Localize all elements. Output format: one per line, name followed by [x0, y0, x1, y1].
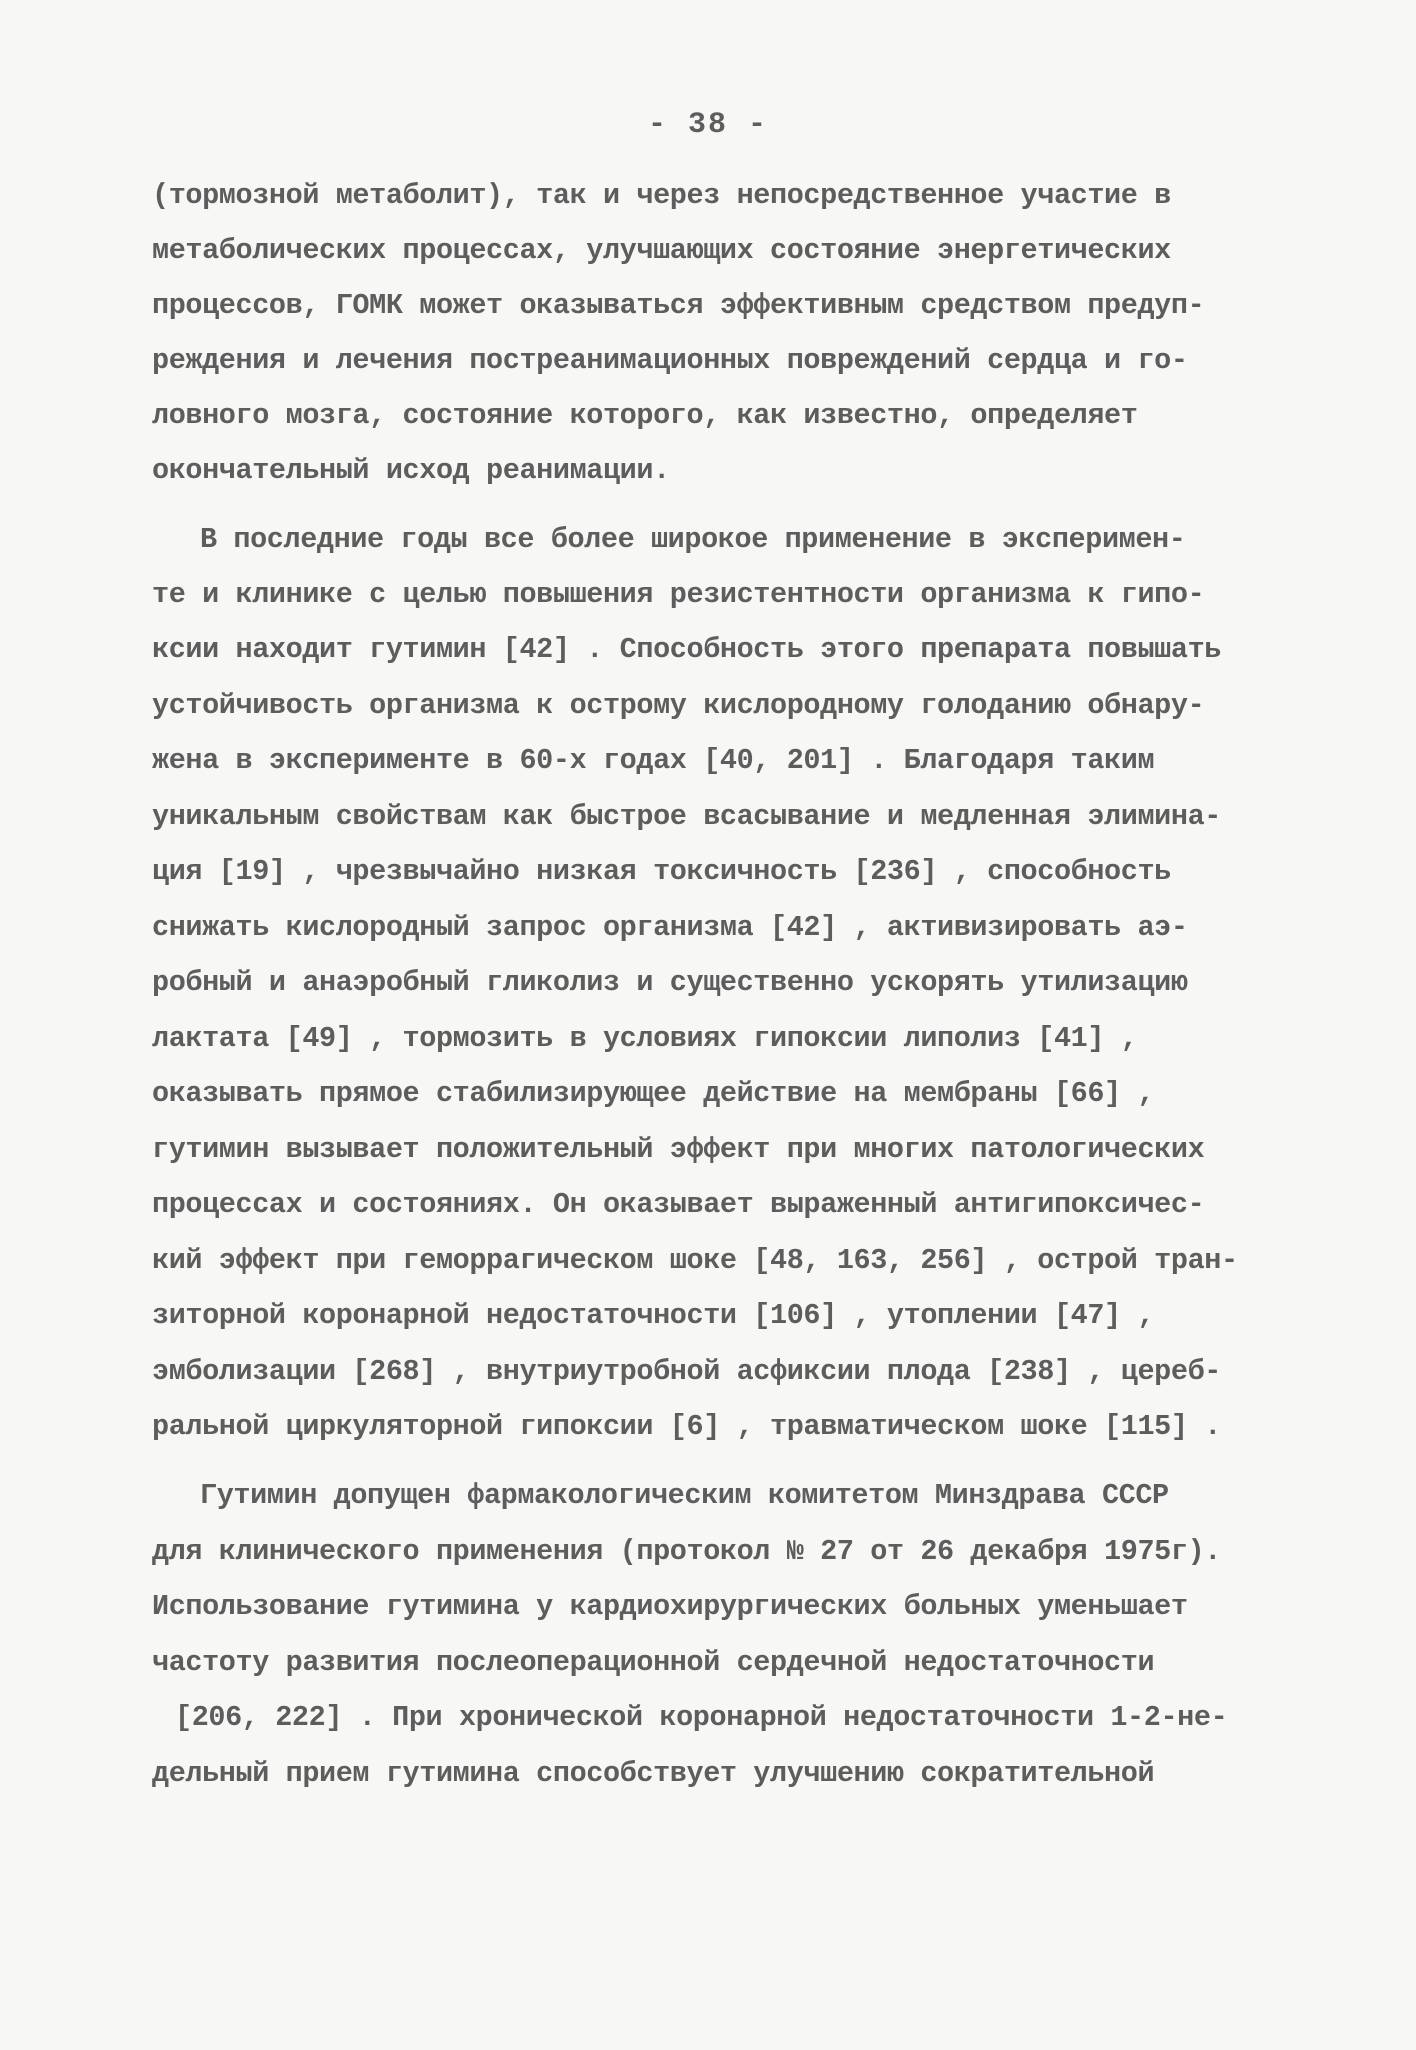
- text-line: жена в эксперименте в 60-х годах [40, 201] . Благодаря таким: [152, 744, 1155, 777]
- text-line: метаболических процессах, улучшающих состояние энергетических: [152, 234, 1171, 267]
- text-line: [206, 222] . При хронической коронарной недостаточности 1-2-не-: [175, 1701, 1228, 1734]
- text-line: робный и анаэробный гликолиз и существенно ускорять утилизацию: [152, 966, 1188, 999]
- page-number: - 38 -: [647, 108, 769, 142]
- text-line: снижать кислородный запрос организма [42] , активизировать аэ-: [152, 911, 1188, 944]
- text-line: (тормозной метаболит), так и через непосредственное участие в: [152, 179, 1171, 212]
- text-line: те и клинике с целью повышения резистентности организма к гипо-: [152, 578, 1205, 611]
- text-line: В последние годы все более широкое применение в эксперимен-: [200, 523, 1186, 556]
- text-line: реждения и лечения постреанимационных повреждений сердца и го-: [152, 344, 1188, 377]
- text-line: ловного мозга, состояние которого, как известно, определяет: [152, 399, 1138, 432]
- text-line: эмболизации [268] , внутриутробной асфиксии плода [238] , цереб-: [152, 1355, 1221, 1388]
- text-line: ксии находит гутимин [42] . Способность этого препарата повышать: [152, 633, 1221, 666]
- text-line: устойчивость организма к острому кислородному голоданию обнару-: [152, 689, 1205, 722]
- text-line: оказывать прямое стабилизирующее действие на мембраны [66] ,: [152, 1077, 1155, 1110]
- text-line: Использование гутимина у кардиохирургических больных уменьшает: [152, 1590, 1188, 1623]
- text-line: дельный прием гутимина способствует улучшению сократительной: [152, 1757, 1155, 1790]
- text-line: окончательный исход реанимации.: [152, 454, 670, 487]
- text-line: процессах и состояниях. Он оказывает выраженный антигипоксичес-: [152, 1188, 1205, 1221]
- text-line: ция [19] , чрезвычайно низкая токсичность [236] , способность: [152, 855, 1171, 888]
- text-line: Гутимин допущен фармакологическим комитетом Минздрава СССР: [200, 1479, 1169, 1512]
- text-line: процессов, ГОМК может оказываться эффективным средством предуп-: [152, 289, 1205, 322]
- text-line: кий эффект при геморрагическом шоке [48, 163, 256] , острой тран-: [152, 1244, 1238, 1277]
- text-line: частоту развития послеоперационной сердечной недостаточности: [152, 1646, 1155, 1679]
- text-line: гутимин вызывает положительный эффект при многих патологических: [152, 1133, 1205, 1166]
- text-line: ральной циркуляторной гипоксии [6] , травматическом шоке [115] .: [152, 1410, 1221, 1443]
- text-line: лактата [49] , тормозить в условиях гипоксии липолиз [41] ,: [152, 1022, 1138, 1055]
- text-line: уникальным свойствам как быстрое всасывание и медленная элимина-: [152, 800, 1221, 833]
- text-line: для клинического применения (протокол № 27 от 26 декабря 1975г).: [152, 1535, 1221, 1568]
- text-line: зиторной коронарной недостаточности [106] , утоплении [47] ,: [152, 1299, 1155, 1332]
